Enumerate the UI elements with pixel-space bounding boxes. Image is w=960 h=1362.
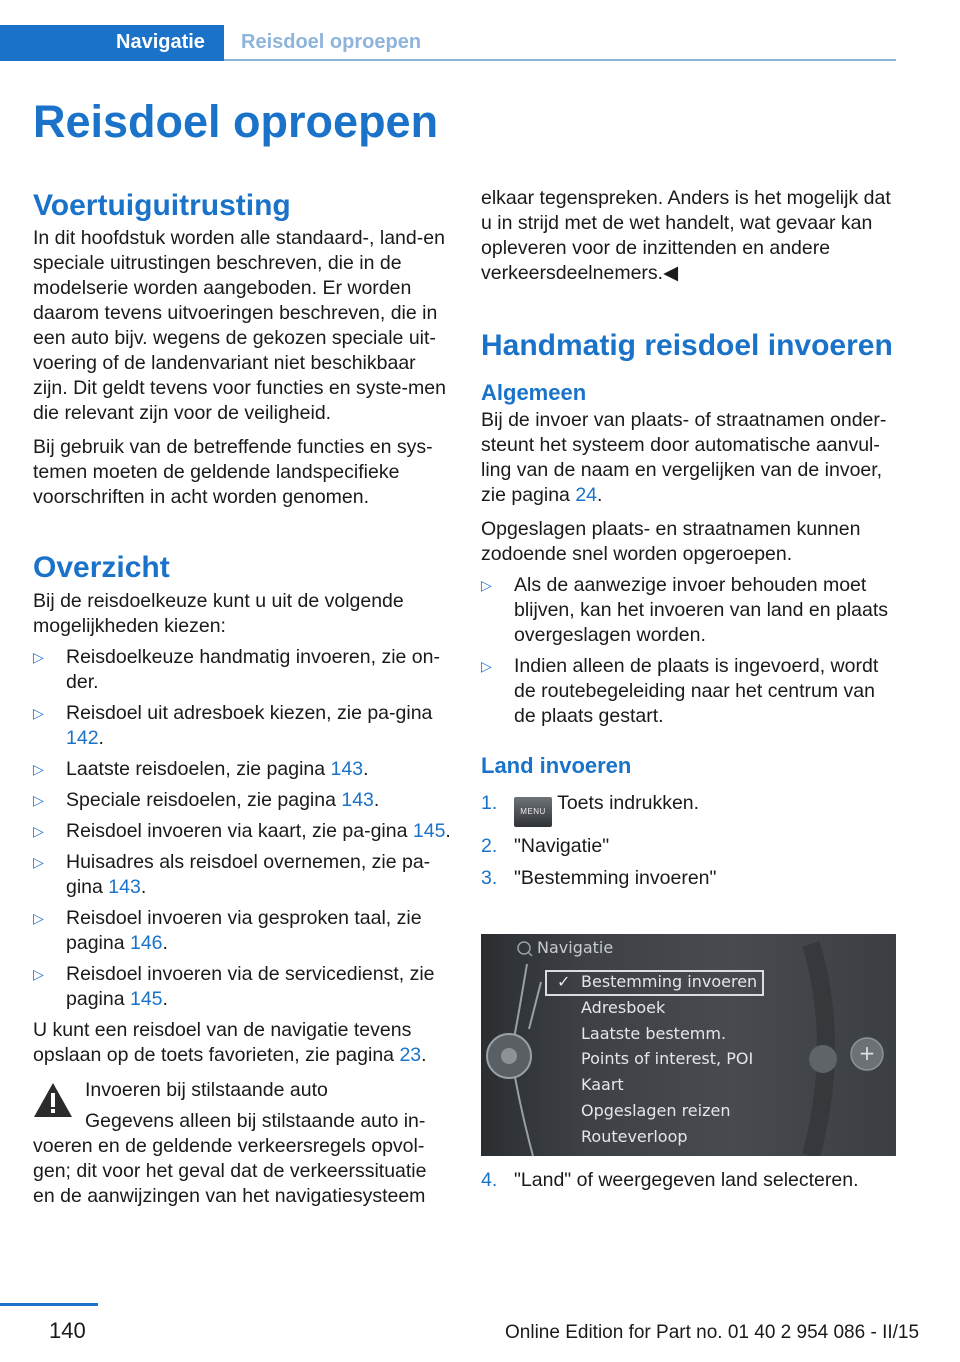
step-item: 2. "Navigatie": [481, 835, 610, 857]
screen-menu-item[interactable]: Kaart: [581, 1075, 624, 1094]
right-column: [481, 186, 896, 891]
footer-rule: [0, 1303, 98, 1306]
step-4-block: [481, 1168, 896, 1193]
screen-check-icon: ✓: [557, 972, 571, 991]
list-item: ▷ Laatste reisdoelen, zie pagina 143.: [33, 758, 369, 780]
page-link[interactable]: 142: [66, 727, 99, 749]
page-link[interactable]: 143: [108, 876, 141, 898]
left-column: [33, 186, 451, 1209]
edition-text: Online Edition for Part no. 01 40 2 954 086 - II/15: [505, 1322, 920, 1343]
svg-text:+: +: [858, 1041, 876, 1065]
bullet-icon: ▷: [33, 792, 44, 808]
step-number: 1.: [481, 792, 498, 814]
screen-menu-item[interactable]: Points of interest, POI: [581, 1049, 754, 1068]
list-item: ▷ Speciale reisdoelen, zie pagina 143.: [33, 789, 380, 811]
general-paragraph-2: Opgeslagen plaats- en straatnamen kunnen zodoende snel worden opgeroepen.: [481, 518, 861, 565]
step-item: 1. MENU Toets indrukken.: [481, 791, 896, 827]
warning-title: Invoeren bij stilstaande auto: [85, 1079, 328, 1101]
list-item: ▷ Indien alleen de plaats is ingevoerd, wordt de routebegeleiding naar het centrum van de plaats gestart.: [481, 655, 879, 727]
bullet-icon: ▷: [33, 761, 44, 777]
screen-decoration: [481, 934, 896, 1156]
heading-country: Land invoeren: [481, 753, 632, 778]
header-section[interactable]: Navigatie: [116, 31, 205, 53]
page-link[interactable]: 146: [129, 932, 163, 954]
navigation-screen-image: [481, 934, 896, 1156]
list-item: ▷ Reisdoel uit adresboek kiezen, zie pa-gina 142.: [33, 702, 433, 749]
screen-menu-item[interactable]: Opgeslagen reizen: [581, 1101, 731, 1120]
header-rule: [224, 59, 896, 61]
favorites-paragraph: U kunt een reisdoel van de navigatie tevens opslaan op de toets favorieten, zie pagina 23.: [33, 1019, 427, 1066]
header-topic[interactable]: Reisdoel oproepen: [241, 31, 422, 53]
heading-manual-destination: Handmatig reisdoel invoeren: [481, 329, 893, 362]
list-item: ▷ Huisadres als reisdoel overnemen, zie pa-gina 143.: [33, 851, 431, 898]
page-link[interactable]: 145: [412, 820, 446, 842]
bullet-icon: ▷: [481, 577, 492, 593]
page-number: 140: [49, 1318, 86, 1343]
heading-overview: Overzicht: [33, 551, 170, 584]
overview-intro: Bij de reisdoelkeuze kunt u uit de volgende mogelijkheden kiezen:: [33, 590, 404, 637]
step-item: 3. "Bestemming invoeren": [481, 867, 717, 889]
page-link[interactable]: 23: [399, 1044, 422, 1066]
general-paragraph-1: Bij de invoer van plaats- of straatnamen onder-steunt het systeem door automatische aanvul-ling van de naam en vergelijken van de invoer, zie pagina 24.: [481, 409, 887, 506]
bullet-icon: ▷: [33, 705, 44, 721]
step-item: 4. "Land" of weergegeven land selecteren.: [481, 1169, 859, 1191]
menu-button-icon[interactable]: MENU: [514, 797, 552, 827]
page-title: Reisdoel oproepen: [33, 96, 439, 147]
page-link[interactable]: 24: [575, 484, 598, 506]
page-link[interactable]: 143: [330, 758, 364, 780]
screen-menu-item[interactable]: Adresboek: [581, 998, 666, 1017]
screen-menu-item[interactable]: Laatste bestemm.: [581, 1024, 727, 1043]
bullet-icon: ▷: [33, 854, 44, 870]
equipment-paragraph-1: In dit hoofdstuk worden alle standaard-, land-en speciale uitrustingen beschreven, die in de modelserie worden aangeboden. Er worden daarom tevens uitvoeringen beschreven, die in een auto bijv. wegens de gekozen speciale uit-voering of de landenvariant niet beschikbaar zijn. Dit geldt tevens voor functies en syste-men die relevant zijn voor de veiligheid.: [33, 227, 446, 424]
bullet-icon: ▷: [33, 823, 44, 839]
equipment-paragraph-2: Bij gebruik van de betreffende functies en sys-temen moeten de geldende landspecifieke voorschriften in acht worden genomen.: [33, 436, 433, 508]
warning-triangle-icon: [33, 1082, 73, 1118]
bullet-icon: ▷: [481, 658, 492, 674]
heading-general: Algemeen: [481, 380, 587, 405]
step-number: 2.: [481, 835, 498, 857]
warning-continued: elkaar tegenspreken. Anders is het mogelijk dat u in strijd met de wet handelt, wat gevaar kan opleveren voor de inzittenden en andere verkeersdeelnemers.◀: [481, 187, 891, 284]
list-item: ▷ Reisdoel invoeren via kaart, zie pa-gina 145.: [33, 820, 451, 842]
list-item: ▷ Reisdoelkeuze handmatig invoeren, zie on-der.: [33, 646, 440, 693]
screen-menu-item[interactable]: Routeverloop: [581, 1127, 688, 1146]
step-number: 4.: [481, 1169, 498, 1191]
screen-menu-item[interactable]: Bestemming invoeren: [581, 972, 758, 991]
warning-block: [33, 1078, 451, 1209]
step-number: 3.: [481, 867, 498, 889]
page-link[interactable]: 145: [129, 988, 163, 1010]
screen-title: Navigatie: [537, 938, 614, 957]
bullet-icon: ▷: [33, 649, 44, 665]
page-link[interactable]: 143: [341, 789, 374, 811]
bullet-icon: ▷: [33, 910, 44, 926]
list-item: ▷ Reisdoel invoeren via gesproken taal, zie pagina 146.: [33, 907, 422, 954]
bullet-icon: ▷: [33, 966, 44, 982]
list-item: ▷ Als de aanwezige invoer behouden moet blijven, kan het invoeren van land en plaats overgeslagen worden.: [481, 574, 889, 646]
warning-text: Gegevens alleen bij stilstaande auto in-voeren en de geldende verkeersregels opvol-gen; dit voor het geval dat de verkeerssituatie en de aanwijzingen van het navigatiesysteem: [33, 1110, 427, 1207]
heading-equipment: Voertuiguitrusting: [33, 189, 291, 222]
list-item: ▷ Reisdoel invoeren via de servicedienst, zie pagina 145.: [33, 963, 435, 1010]
